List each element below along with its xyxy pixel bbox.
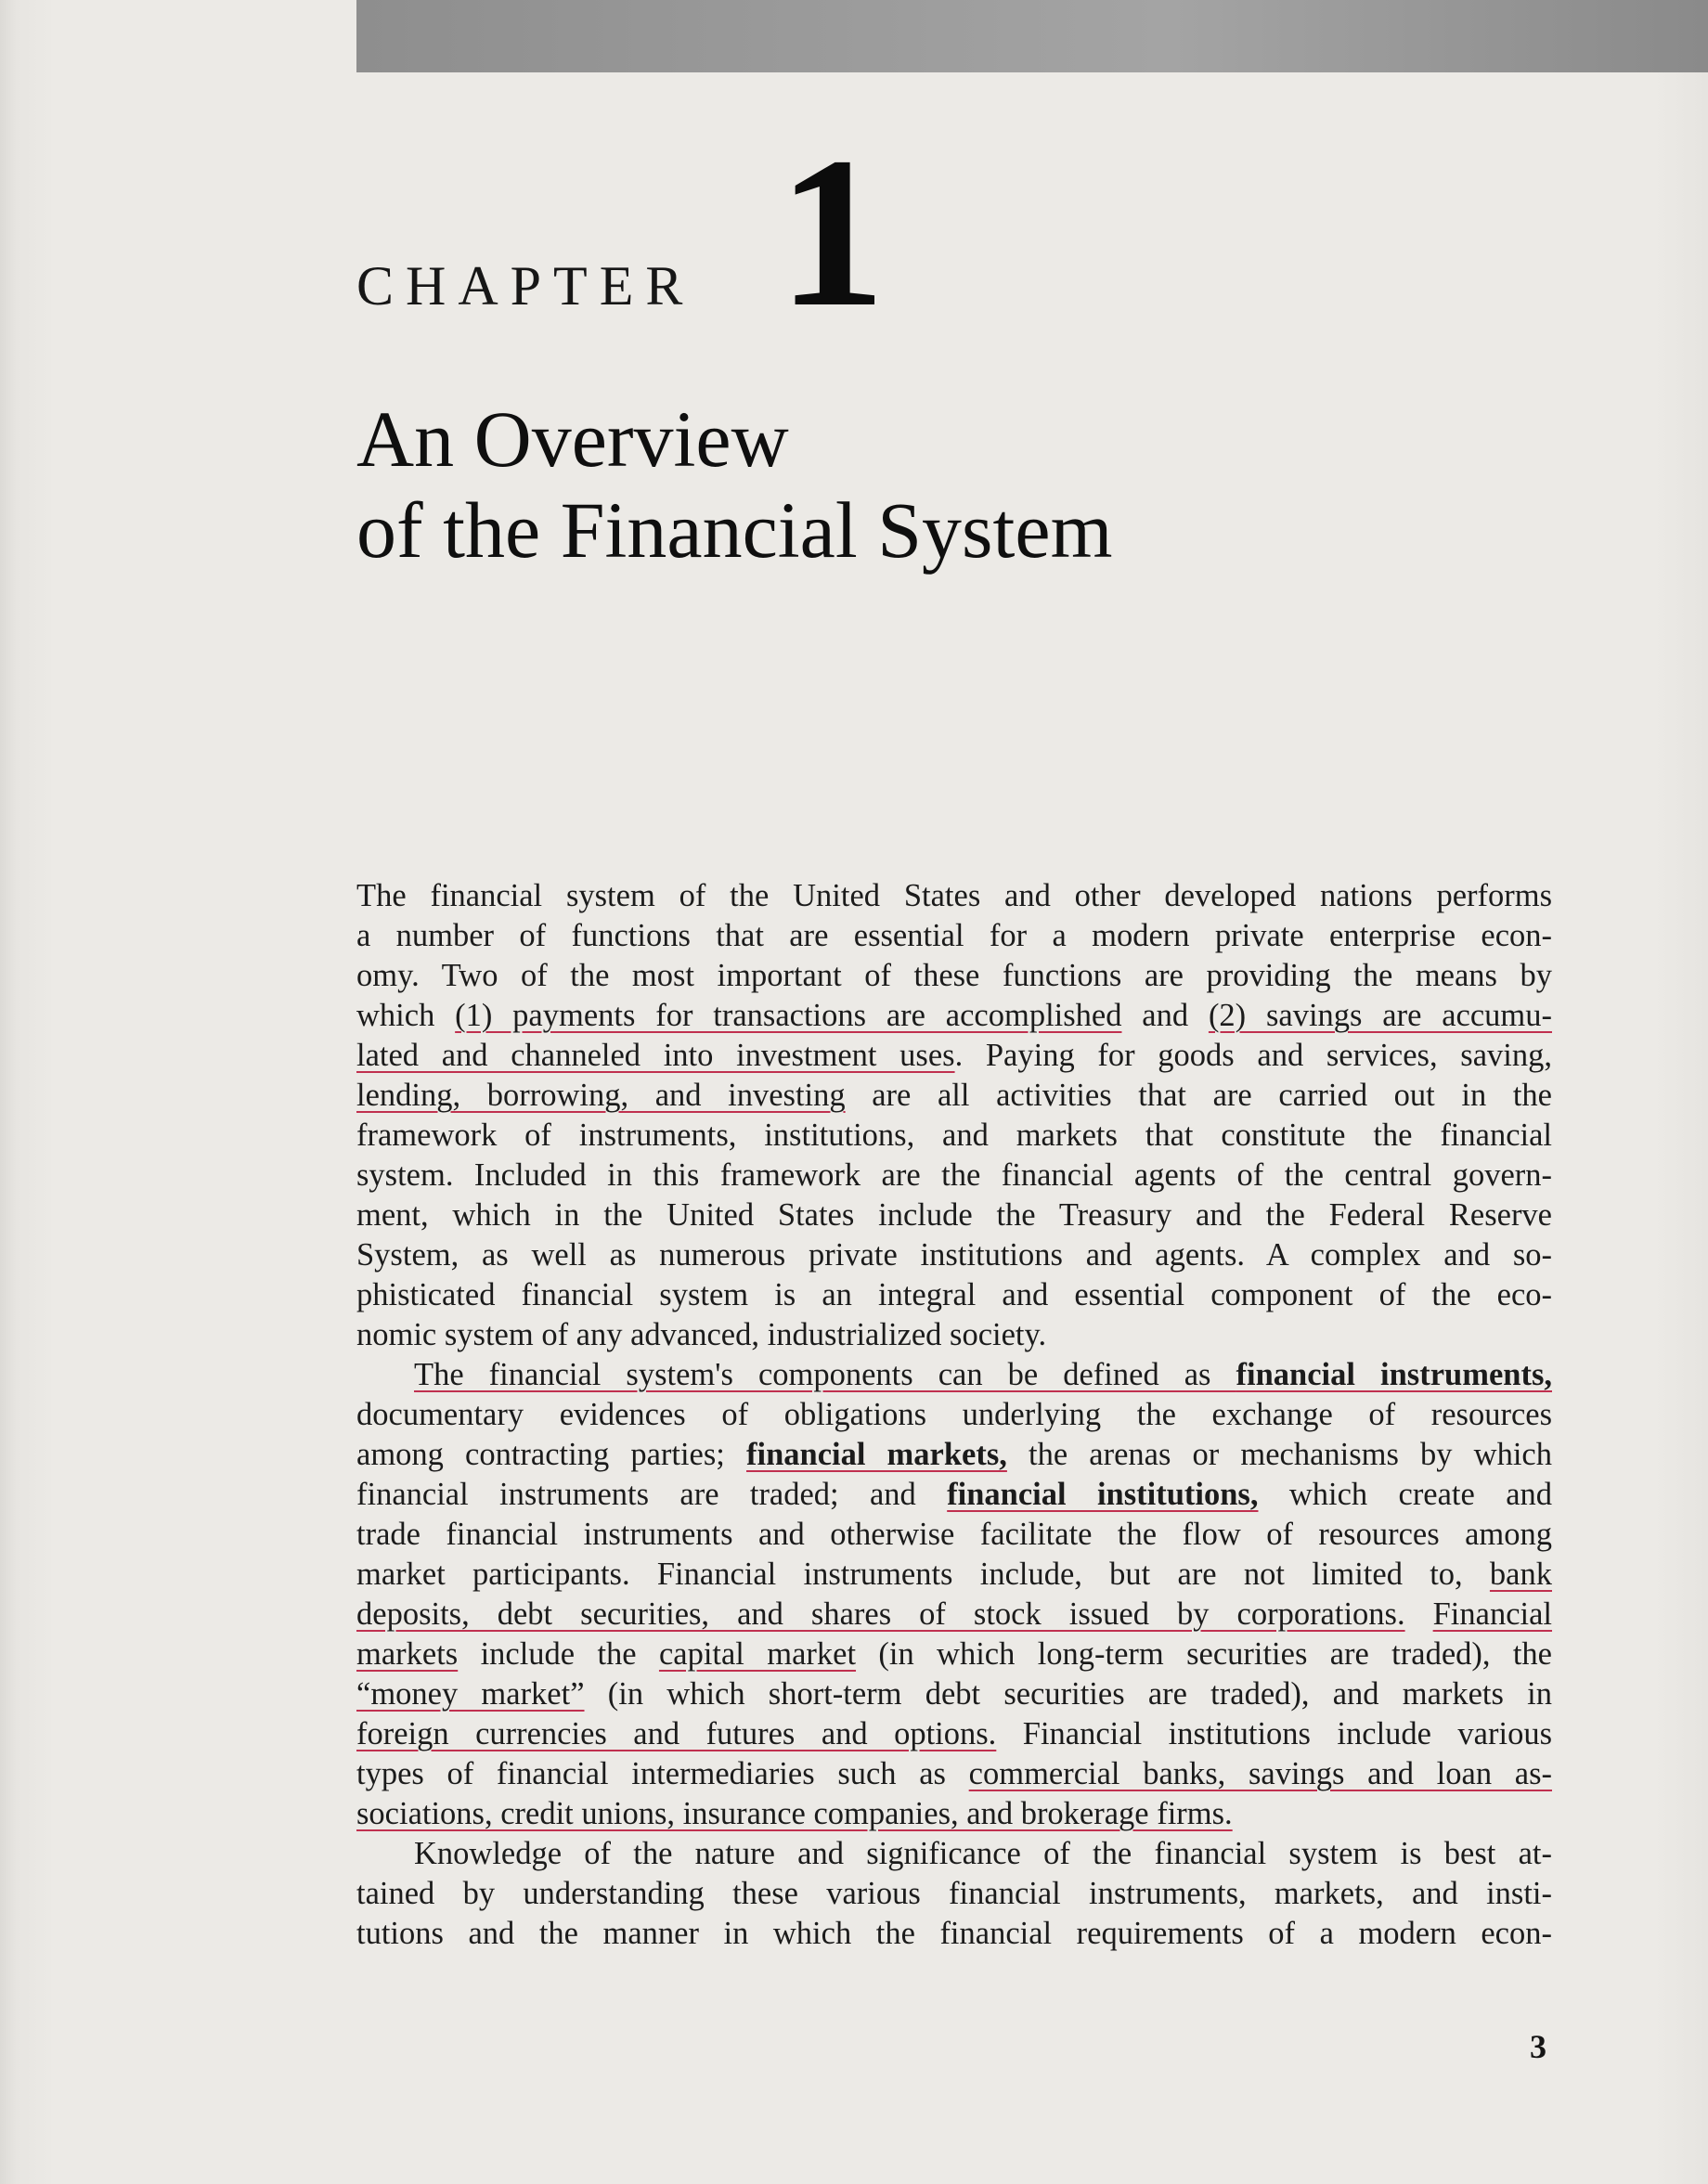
- body-text-span: market participants. Financial instruments include, but are not limited to,: [356, 1557, 1490, 1592]
- body-line: Knowledge of the nature and significance of the financial system is best at-: [414, 1836, 1552, 1871]
- underlined-phrase: The financial system's components can be defined as: [414, 1357, 1236, 1392]
- body-text-span: financial instruments are traded; and: [356, 1477, 948, 1512]
- underlined-phrase: deposits, debt securities, and shares of stock issued by corporations.: [356, 1596, 1405, 1632]
- underlined-phrase: sociations, credit unions, insurance companies, and brokerage firms.: [356, 1796, 1233, 1831]
- body-text-span: the arenas or mechanisms by which: [1006, 1437, 1552, 1472]
- body-line: system. Included in this framework are the financial agents of the central govern-: [356, 1157, 1552, 1193]
- chapter-body: [356, 876, 1552, 1954]
- chapter-title-line-1: An Overview: [356, 394, 789, 484]
- chapter-header-bar: [356, 0, 1708, 72]
- body-line: [356, 1714, 1552, 1754]
- chapter-title-line-2: of the Financial System: [356, 485, 1113, 575]
- body-line: ment, which in the United States include the Treasury and the Federal Reserve: [356, 1197, 1552, 1233]
- body-line: documentary evidences of obligations underlying the exchange of resources: [356, 1397, 1552, 1432]
- body-line: phisticated financial system is an integral and essential component of the eco-: [356, 1277, 1552, 1312]
- body-text-span: which create and: [1258, 1477, 1553, 1512]
- body-line: nomic system of any advanced, industrialized society.: [356, 1317, 1047, 1352]
- underlined-phrase: commercial banks, savings and loan as-: [968, 1756, 1552, 1791]
- bold-term: financial instruments,: [1236, 1357, 1552, 1392]
- body-line: [356, 1076, 1552, 1116]
- chapter-number: 1: [778, 113, 886, 352]
- body-line: [356, 1674, 1552, 1714]
- body-text-span: include the: [458, 1636, 659, 1672]
- body-text-span: (in which short-term debt securities are traded), and markets in: [584, 1676, 1552, 1712]
- chapter-label: CHAPTER: [356, 255, 695, 317]
- underlined-phrase: (1) payments for transactions are accomplished: [455, 998, 1122, 1033]
- body-text-span: Financial institutions include various: [996, 1716, 1552, 1751]
- page-number: 3: [1530, 2028, 1546, 2065]
- underlined-phrase: Financial: [1432, 1596, 1553, 1632]
- underlined-phrase: lated and channeled into investment uses: [356, 1038, 955, 1073]
- underlined-phrase: “money market”: [356, 1676, 585, 1712]
- body-text-span: (in which long-term securities are traded), the: [856, 1636, 1552, 1672]
- body-line: [356, 1355, 1552, 1395]
- body-text-span: are all activities that are carried out in the: [845, 1078, 1552, 1113]
- body-text-span: among contracting parties;: [356, 1437, 746, 1472]
- body-line: System, as well as numerous private institutions and agents. A complex and so-: [356, 1237, 1552, 1273]
- body-line: framework of instruments, institutions, and markets that constitute the financial: [356, 1118, 1552, 1153]
- body-line: tained by understanding these various financial instruments, markets, and insti-: [356, 1876, 1552, 1911]
- bold-term: financial institutions,: [947, 1477, 1259, 1512]
- body-line: trade financial instruments and otherwise facilitate the flow of resources among: [356, 1517, 1552, 1552]
- body-line: [356, 1555, 1552, 1595]
- body-line: a number of functions that are essential for a modern private enterprise econ-: [356, 918, 1552, 953]
- body-line: [356, 996, 1552, 1036]
- body-line: [356, 1036, 1552, 1076]
- underlined-phrase: lending, borrowing, and investing: [356, 1078, 846, 1113]
- body-line: [356, 1475, 1552, 1515]
- body-line: [356, 1754, 1552, 1794]
- underlined-phrase: capital market: [658, 1636, 857, 1672]
- underlined-phrase: markets: [356, 1636, 459, 1672]
- body-text-span: types of financial intermediaries such as: [356, 1756, 969, 1791]
- underlined-phrase: bank: [1489, 1557, 1552, 1592]
- body-line: [356, 1794, 1552, 1834]
- chapter-title: [356, 394, 1112, 575]
- body-text-span: which: [356, 998, 456, 1033]
- body-line: [356, 1595, 1552, 1635]
- body-text-span: . Paying for goods and services, saving,: [954, 1038, 1552, 1073]
- body-text-span: [1405, 1596, 1433, 1632]
- body-line: [356, 1435, 1552, 1475]
- body-text-span: and: [1121, 998, 1209, 1033]
- body-line: The financial system of the United States and other developed nations performs: [356, 878, 1552, 913]
- body-line: omy. Two of the most important of these functions are providing the means by: [356, 958, 1552, 993]
- underlined-phrase: (2) savings are accumu-: [1208, 998, 1552, 1033]
- underlined-phrase: foreign currencies and futures and options.: [356, 1716, 997, 1751]
- bold-term: financial markets,: [746, 1437, 1007, 1472]
- body-line: tutions and the manner in which the financial requirements of a modern econ-: [356, 1916, 1552, 1951]
- body-line: [356, 1635, 1552, 1674]
